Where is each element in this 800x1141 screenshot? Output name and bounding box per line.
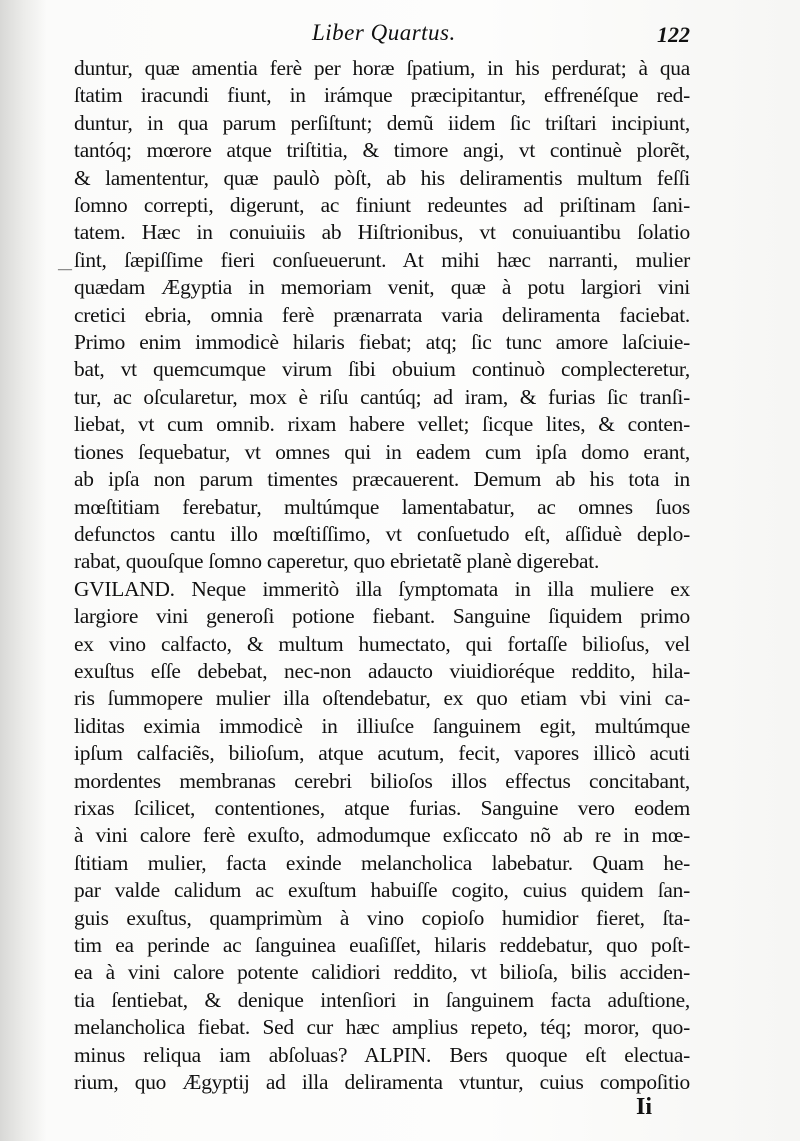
- text-line: rabat, quouſque ſomno caperetur, quo ebrietatẽ planè digerebat.: [74, 549, 600, 574]
- text-line: ſint, ſæpiſſime fieri conſueuerunt. At mihi hæc narranti, mulier: [74, 247, 690, 272]
- text-line: tantóq; mœrore atque triſtitia, & timore angi, vt continuè plorẽt,: [74, 138, 690, 163]
- text-line: duntur, quæ amentia ferè per horæ ſpatium, in his perdurat; à qua: [74, 56, 690, 80]
- text-line: largiore vini generoſi potione fiebant. Sanguine ſiquidem primo: [74, 604, 690, 629]
- text-line: tur, ac oſcularetur, mox è riſu cantúq; ad iram, & furias ſic tranſi-: [74, 384, 690, 409]
- text-line: tiones ſequebatur, vt omnes qui in eadem cum ipſa domo erant,: [74, 439, 690, 464]
- text-line: par valde calidum ac exuſtum habuiſſe cogito, cuius quidem ſan-: [74, 878, 690, 903]
- text-line: guis exuſtus, quamprimùm à vino copioſo humidior fieret, ſta-: [74, 905, 690, 930]
- text-line: minus reliqua iam abſoluas? ALPIN. Bers quoque eſt electua-: [74, 1042, 690, 1067]
- text-line: defunctos cantu illo mœſtiſſimo, vt conſuetudo eſt, aſſiduè deplo-: [74, 521, 690, 546]
- text-line: ab ipſa non parum timentes præcauerent. Demum ab his tota in: [74, 467, 690, 492]
- running-title: Liber Quartus.: [312, 20, 456, 45]
- binding-shadow: [0, 0, 46, 1141]
- text-line: ris ſummopere mulier illa oſtendebatur, ex quo etiam vbi vini ca-: [74, 686, 690, 711]
- text-line: ſtatim iracundi fiunt, in irámque præcipitantur, effrenéſque red-: [74, 83, 690, 108]
- text-line: tia ſentiebat, & denique intenſiori in ſanguinem facta aduſtione,: [74, 987, 690, 1012]
- catchword: Ii: [636, 1094, 653, 1120]
- page-header: [74, 18, 690, 54]
- body-text: [74, 55, 690, 1096]
- text-line: ipſum calfaciẽs, bilioſum, atque acutum, fecit, vapores illicò acuti: [74, 741, 690, 766]
- text-line: Primo enim immodicè hilaris fiebat; atq; ſic tunc amore laſciuie-: [74, 330, 690, 355]
- text-line: bat, vt quemcumque virum ſibi obuium continuò complecteretur,: [74, 357, 690, 382]
- text-line: ex vino calfacto, & multum humectato, qui fortaſſe bilioſus, vel: [74, 631, 690, 656]
- text-line: quædam Ægyptia in memoriam venit, quæ à potu largiori vini: [74, 275, 690, 300]
- text-line: ea à vini calore potente calidiori reddito, vt bilioſa, bilis acciden-: [74, 960, 690, 985]
- text-line: tim ea perinde ac ſanguinea euaſiſſet, hilaris reddebatur, quo poſt-: [74, 933, 690, 957]
- text-line: cretici ebria, omnia ferè prænarrata varia deliramenta faciebat.: [74, 302, 690, 327]
- text-line: GVILAND. Neque immeritò illa ſymptomata in illa muliere ex: [74, 576, 690, 601]
- text-line: ſomno correpti, digerunt, ac finiunt redeuntes ad priſtinam ſani-: [74, 193, 690, 218]
- text-line: & lamententur, quæ paulò pòſt, ab his deliramentis multum feſſi: [74, 165, 690, 190]
- text-line: exuſtus eſſe debebat, nec-non adaucto viuidioréque reddito, hila-: [74, 658, 690, 683]
- page-number: 122: [657, 22, 690, 47]
- text-line: liebat, vt cum omnib. rixam habere vellet; ſicque lites, & conten-: [74, 412, 690, 437]
- text-line: à vini calore ferè exuſto, admodumque exſiccato nõ ab re in mœ-: [74, 823, 690, 848]
- text-line: melancholica fiebat. Sed cur hæc amplius repeto, téq; moror, quo-: [74, 1015, 690, 1040]
- text-line: ſtitiam mulier, facta exinde melancholica labebatur. Quam he-: [74, 850, 690, 875]
- text-line: liditas eximia immodicè in illiuſce ſanguinem egit, multúmque: [74, 713, 690, 738]
- text-line: mœſtitiam ferebatur, multúmque lamentabatur, ac omnes ſuos: [74, 494, 690, 519]
- margin-dash: —: [58, 262, 72, 277]
- text-line: mordentes membranas cerebri bilioſos illos effectus concitabant,: [74, 768, 690, 793]
- text-line: rium, quo Ægyptij ad illa deliramenta vtuntur, cuius compoſitio: [74, 1070, 690, 1095]
- text-line: duntur, in qua parum perſiſtunt; demũ iidem ſic triſtari incipiunt,: [74, 110, 690, 135]
- text-line: tatem. Hæc in conuiuiis ab Hiſtrionibus, vt conuiuantibu ſolatio: [74, 220, 690, 245]
- text-line: rixas ſcilicet, contentiones, atque furias. Sanguine vero eodem: [74, 795, 690, 820]
